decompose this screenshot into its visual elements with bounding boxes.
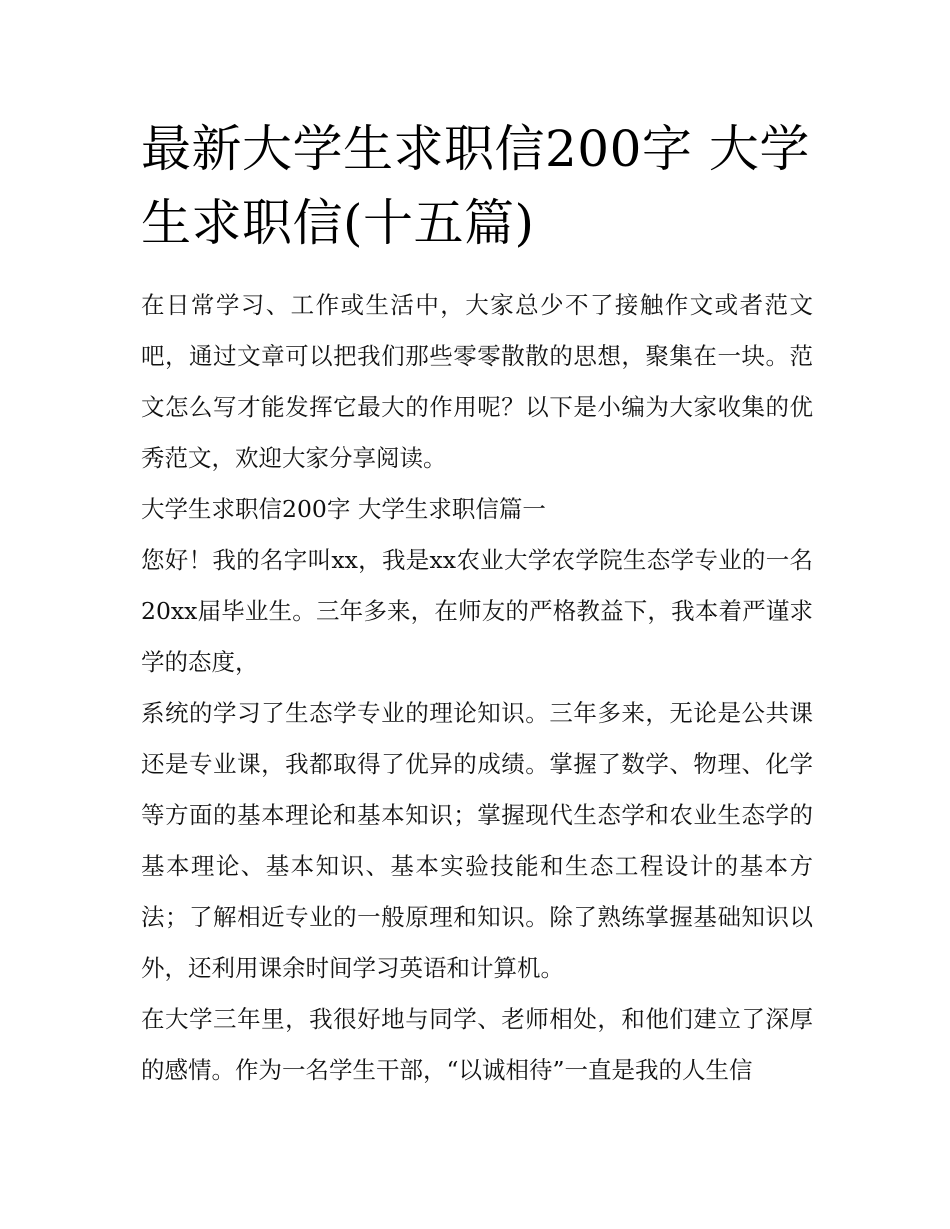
document-title: 最新大学生求职信200字 大学生求职信(十五篇) (141, 120, 810, 252)
section-heading: 大学生求职信200字 大学生求职信篇一 (141, 495, 546, 523)
intro-paragraph: 在日常学习、工作或生活中，大家总少不了接触作文或者范文吧，通过文章可以把我们那些零零散散的思想，聚集在一块。范文怎么写才能发挥它最大的作用呢？以下是小编为大家收集的优秀范文，欢迎大家分享阅读。 (141, 291, 813, 472)
document-content (141, 112, 813, 1096)
letter-paragraph-1: 您好！我的名字叫xx，我是xx农业大学农学院生态学专业的一名20xx届毕业生。三年多来，在师友的严格教益下，我本着严谨求学的态度， (141, 546, 813, 676)
document-body (141, 280, 813, 1096)
letter-paragraph-2: 系统的学习了生态学专业的理论知识。三年多来，无论是公共课还是专业课，我都取得了优异的成绩。掌握了数学、物理、化学等方面的基本理论和基本知识；掌握现代生态学和农业生态学的基本理论、基本知识、基本实验技能和生态工程设计的基本方法；了解相近专业的一般原理和知识。除了熟练掌握基础知识以外，还利用课余时间学习英语和计算机。 (141, 699, 813, 982)
letter-paragraph-3: 在大学三年里，我很好地与同学、老师相处，和他们建立了深厚的感情。作为一名学生干部，“以诚相待”一直是我的人生信 (141, 1005, 813, 1084)
